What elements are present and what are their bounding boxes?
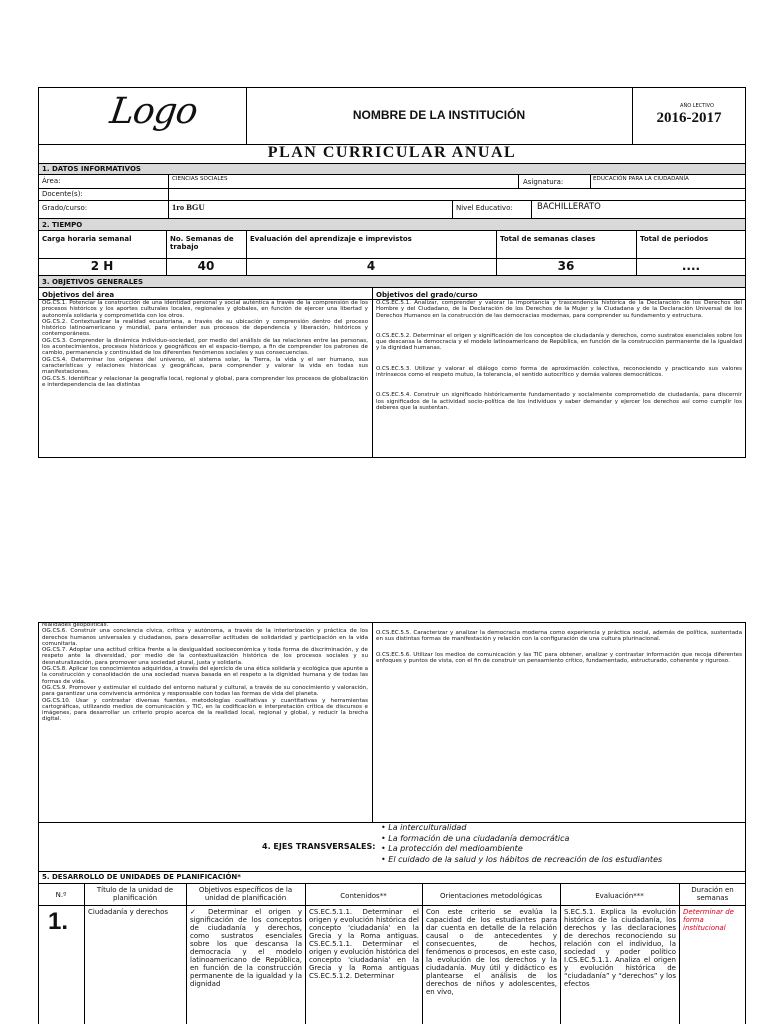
page-title: PLAN CURRICULAR ANUAL xyxy=(267,144,517,161)
section-5-title: 5. DESARROLLO DE UNIDADES DE PLANIFICACIÓN* xyxy=(42,873,241,881)
area-label: Área: xyxy=(42,177,61,185)
unit-orientaciones: Con este criterio se evalúa la capacidad de los estudiantes para dar cuenta en detalle de la relación causal o de antecedentes y consecuentes, de hechos, fenómenos o procesos, en este caso, la evolución de los derechos y la ciudadanía. Muy útil y didáctico es plantearse el análisis de los derechos de niños y adolescentes, en vivo, xyxy=(426,908,557,996)
section-2-bg xyxy=(39,219,745,230)
tiempo-value-3: 4 xyxy=(366,259,376,273)
asignatura-label: Asignatura: xyxy=(523,178,564,186)
unidades-header-6: Evaluación*** xyxy=(595,892,644,900)
unit-evaluacion: S.EC.5.1. Explica la evolución histórica de la ciudadanía, los derechos y las declaraciones de derechos reconociendo su relación con el individuo, la sociedad y poder político I.CS.EC.5.1.1. Analiza el origen y evolución histórica de “ciudadanía” y “derechos” y los efectos xyxy=(564,908,676,988)
unidades-header-7: Duración en semanas xyxy=(691,886,734,902)
tiempo-header-4: Total de semanas clases xyxy=(500,235,596,243)
section-3-title: 3. OBJETIVOS GENERALES xyxy=(42,278,144,286)
unidades-header-1: N.º xyxy=(55,891,67,899)
area-value: CIENCIAS SOCIALES xyxy=(172,176,228,182)
unidades-header-4: Contenidos** xyxy=(340,892,387,900)
tiempo-value-5: .... xyxy=(681,259,701,273)
objetivos-area-list-cont: realidades geopolíticas. OG.CS.6. Construir una conciencia cívica, crítica y autónoma, a través de la interiorización y práctica de los derechos humanos universales y ciudadanos, para desarrollar actitudes de solidaridad y participación en la vida comunitaria. OG.CS.7. Adoptar una actitud crítica frente a la desigualdad socioeconómica y toda forma de discriminación, y de respeto ante la diversidad, por medio de la contextualización histórica de los procesos sociales y su desnaturalización, para promover una sociedad plural, justa y solidaria. OG.CS.8. Aplicar los conocimientos adquiridos, a través del ejercicio de una ética solidaria y ecológica que apunte a la construcción y consolidación de una sociedad nueva basada en el respeto a la dignidad humana y de todas las formas de vida. OG.CS.9. Promover y estimular el cuidado del entorno natural y cultural, a través de su conocimiento y valoración, para garantizar una convivencia armónica y responsable con todas las formas de vida del planeta. OG.CS.10. Usar y contrastar diversas fuentes, metodologías cualitativas y cuantitativas y herramientas cartográficas, utilizando medios de comunicación y TIC, en la codificación e interpretación crítica de discursos e imágenes, para desarrollar un criterio propio acerca de la realidad local, regional y global, y reducir la brecha digital. xyxy=(42,622,368,723)
tiempo-value-2: 40 xyxy=(197,259,215,273)
tiempo-header-3: Evaluación del aprendizaje e imprevistos xyxy=(250,235,412,243)
logo: Logo xyxy=(107,91,200,132)
docente-label: Docente(s): xyxy=(42,190,83,198)
nivel-value: BACHILLERATO xyxy=(537,202,601,212)
nivel-label: Nivel Educativo: xyxy=(456,204,513,212)
section-2-title: 2. TIEMPO xyxy=(42,221,83,229)
ejes-item: • El cuidado de la salud y los hábitos de recreación de los estudiantes xyxy=(381,855,743,866)
objetivos-grado-list: O.CS.EC.5.1. Analizar, comprender y valorar la importancia y trascendencia histórica de la Declaración de los Derechos del Hombre y del Ciudadano, de la Declaración de los Derechos de la Mujer y la Ciudadana y de la Declaración Universal de los Derechos Humanos en la construcción de las democracias modernas, para comprender su fundamento y estructura. O.CS.EC.5.2. Determinar el origen y significación de los conceptos de ciudadanía y derechos, como sustratos esenciales sobre los que descansa la democracia y el modelo latinoamericano de República, en función de la construcción permanente de la igualdad y la dignidad humanas. O.CS.EC.5.3. Utilizar y valorar el diálogo como forma de aproximación colectiva, reconociendo y practicando sus valores intrínsecos como el respeto mutuo, la tolerancia, el sentido autocrítico y demás valores democráticos. O.CS.EC.5.4. Construir un significado históricamente fundamentado y socialmente comprometido de ciudadanía, para discernir los significados de la actividad socio-política de los individuos y saber demandar y ejercer los derechos así como cumplir los deberes que la sustentan. xyxy=(376,300,742,411)
ejes-label: 4. EJES TRANSVERSALES: xyxy=(262,842,376,851)
objetivos-area-header: Objetivos del área xyxy=(42,291,115,299)
tiempo-value-4: 36 xyxy=(557,259,575,273)
unidades-header-2: Título de la unidad de planificación xyxy=(96,886,174,902)
section-1-bg xyxy=(39,164,745,174)
tiempo-header-2: No. Semanas de trabajo xyxy=(170,235,234,251)
unit-objetivos: ✓ Determinar el origen y significación de los conceptos de ciudadanía y derechos, como sustratos esenciales sobre los que descansa la democracia y el modelo latinoamericano de República, en función de la construcción permanente de la igualdad y la dignidad xyxy=(190,908,302,988)
unidades-header-5: Orientaciones metodológicas xyxy=(439,892,543,900)
unit-title: Ciudadanía y derechos xyxy=(88,908,168,916)
unit-number: 1. xyxy=(48,908,69,935)
grado-label: Grado/curso: xyxy=(42,204,88,212)
section-3-bg xyxy=(39,276,745,287)
ejes-item: • La protección del medioambiente xyxy=(381,844,743,855)
tiempo-header-5: Total de periodos xyxy=(640,235,709,243)
section-1-title: 1. DATOS INFORMATIVOS xyxy=(42,165,141,173)
ejes-item: • La formación de una ciudadanía democrática xyxy=(381,834,743,845)
ejes-item: • La interculturalidad xyxy=(381,823,743,834)
tiempo-value-1: 2 H xyxy=(90,259,114,273)
school-year: 2016-2017 xyxy=(656,110,722,126)
unidades-header-3: Objetivos específicos de la unidad de planificación xyxy=(198,886,293,902)
school-year-label: AÑO LECTIVO xyxy=(680,103,714,109)
objetivos-grado-list-cont: O.CS.EC.5.5. Caracterizar y analizar la democracia moderna como experiencia y práctica social, además de política, sustentada en sus distintas formas de manifestación y relación con la configuración de una cultura plurinacional. O.CS.EC.5.6. Utilizar los medios de comunicación y las TIC para obtener, analizar y contrastar información que recoja diferentes enfoques y puntos de vista, con el fin de construir un pensamiento crítico, fundamentado, estructurado, coherente y riguroso. xyxy=(376,630,742,664)
tiempo-header-1: Carga horaria semanal xyxy=(42,235,132,243)
asignatura-value: EDUCACIÓN PARA LA CIUDADANÍA xyxy=(593,176,689,182)
unit-duracion: Determinar de forma institucional xyxy=(683,908,734,932)
institution-name: NOMBRE DE LA INSTITUCIÓN xyxy=(352,108,526,122)
objetivos-grado-header: Objetivos del grado/curso xyxy=(376,291,478,299)
ejes-list xyxy=(373,823,743,865)
objetivos-area-list: OG.CS.1. Potenciar la construcción de una identidad personal y social auténtica a través de la comprensión de los procesos históricos y los aportes culturales locales, regionales y globales, en función de ejercer una libertad y autonomía solidaria y comprometida con los otros. OG.CS.2. Contextualizar la realidad ecuatoriana, a través de su ubicación y comprensión dentro del proceso histórico latinoamericano y mundial, para entender sus procesos de dependencia y liberación, históricos y contemporáneos. OG.CS.3. Comprender la dinámica individuo-sociedad, por medio del análisis de las relaciones entre las personas, los acontecimientos, procesos históricos y geográficos en el espacio-tiempo, a fin de comprender los patrones de cambio, permanencia y continuidad de los diferentes fenómenos sociales y sus consecuencias. OG.CS.4. Determinar los orígenes del universo, el sistema solar, la Tierra, la vida y el ser humano, sus características y relaciones históricas y geográficas, para comprender y valorar la vida en todas sus manifestaciones. OG.CS.5. Identificar y relacionar la geografía local, regional y global, para comprender los procesos de globalización e interdependencia de las distintas xyxy=(42,300,368,388)
grado-value: 1ro BGU xyxy=(172,202,205,212)
unit-contenidos: CS.EC.5.1.1. Determinar el origen y evolución histórica del concepto 'ciudadanía' en la Grecia y la Roma antiguas. CS.EC.5.1.1. Determinar el origen y evolución histórica del concepto 'ciudadanía' en la Grecia y la Roma antiguas CS.EC.5.1.2. Determinar xyxy=(309,908,419,980)
